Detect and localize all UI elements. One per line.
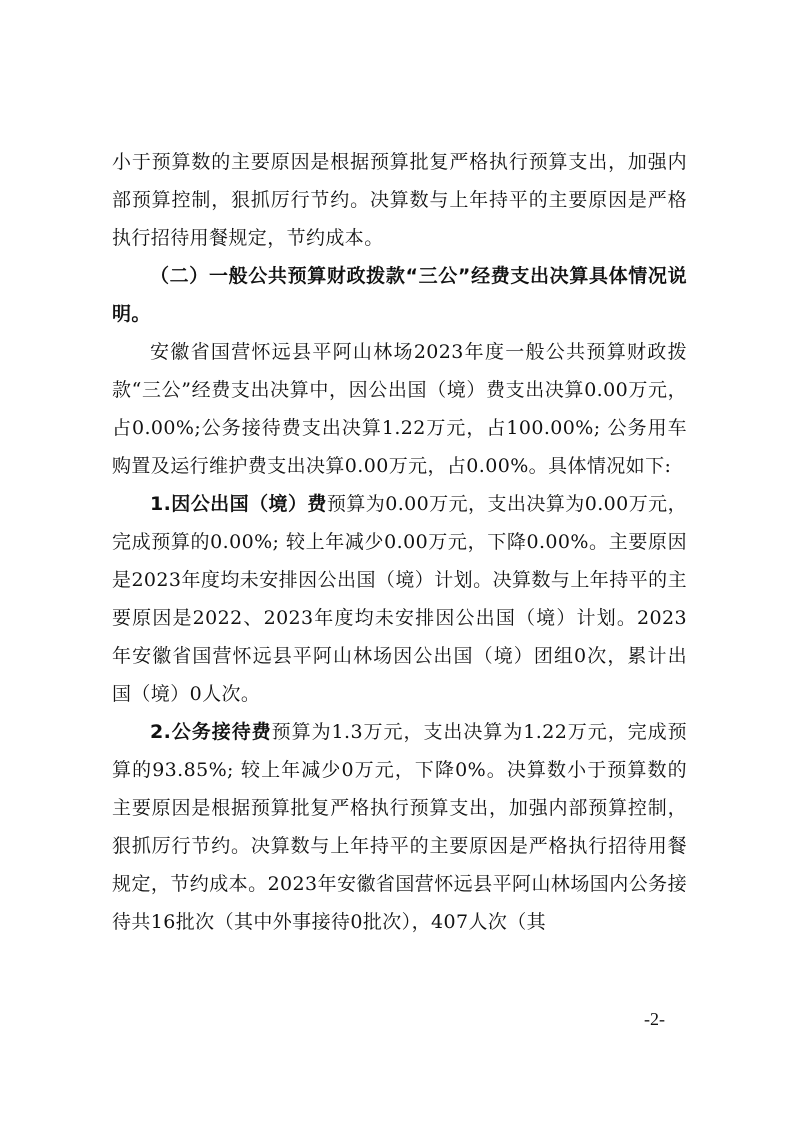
item-1-heading: 1.因公出国（境）费 xyxy=(150,493,327,515)
paragraph-item-2 xyxy=(112,713,687,941)
item-2-heading: 2.公务接待费 xyxy=(150,721,272,743)
section-heading: （二）一般公共预算财政拨款“三公”经费支出决算具体情况说明。 xyxy=(112,265,687,325)
item-2-text: 预算为1.3万元，支出决算为1.22万元，完成预算的93.85%; 较上年减少0万元，下降0%。决算数小于预算数的主要原因是根据预算批复严格执行预算支出，加强内部预算控制，狠抓厉行节约。决算数与上年持平的主要原因是严格执行招待用餐规定，节约成本。2023年安徽省国营怀远县平阿山林场国内公务接待共16批次（其中外事接待0批次），407人次（其 xyxy=(112,721,687,933)
body-text xyxy=(112,143,687,941)
paragraph-overview: 安徽省国营怀远县平阿山林场2023年度一般公共预算财政拨款“三公”经费支出决算中，因公出国（境）费支出决算0.00万元，占0.00%;公务接待费支出决算1.22万元，占100.00%; 公务用车购置及运行维护费支出决算0.00万元，占0.00%。具体情况如下: xyxy=(112,341,687,477)
item-1-text: 预算为0.00万元，支出决算为0.00万元，完成预算的0.00%; 较上年减少0.00万元，下降0.00%。主要原因是2023年度均未安排因公出国（境）计划。决算数与上年持平的主要原因是2022、2023年度均未安排因公出国（境）计划。2023年安徽省国营怀远县平阿山林场因公出国（境）团组0次，累计出国（境）0人次。 xyxy=(112,493,687,705)
paragraph-item-1 xyxy=(112,485,687,713)
page-number: -2- xyxy=(644,1009,665,1029)
paragraph-intro: 小于预算数的主要原因是根据预算批复严格执行预算支出，加强内部预算控制，狠抓厉行节约。决算数与上年持平的主要原因是严格执行招待用餐规定，节约成本。 xyxy=(112,151,687,249)
